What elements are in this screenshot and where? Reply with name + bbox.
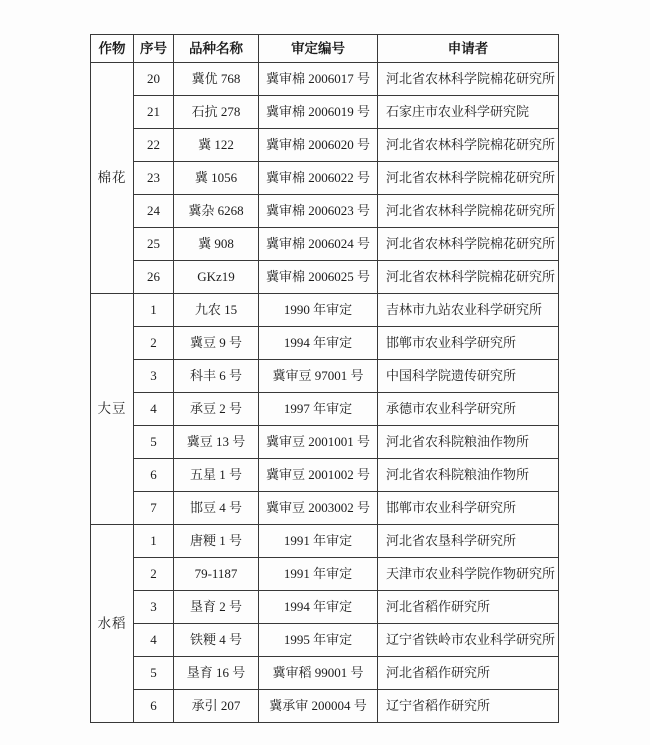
applicant-cell: 邯郸市农业科学研究所 <box>378 492 559 525</box>
seq-cell: 6 <box>134 690 174 723</box>
table-row <box>91 195 559 228</box>
seq-cell: 6 <box>134 459 174 492</box>
applicant-cell: 河北省农林科学院棉花研究所 <box>378 261 559 294</box>
crop-group-cell-cotton: 棉花 <box>91 63 134 294</box>
variety-name-cell: 冀杂 6268 <box>174 195 259 228</box>
approval-code-cell: 冀审豆 2001001 号 <box>259 426 378 459</box>
table-row <box>91 624 559 657</box>
approval-code-cell: 冀审稻 99001 号 <box>259 657 378 690</box>
applicant-cell: 天津市农业科学院作物研究所 <box>378 558 559 591</box>
seq-cell: 3 <box>134 591 174 624</box>
applicant-cell: 河北省农林科学院棉花研究所 <box>378 129 559 162</box>
table-row <box>91 228 559 261</box>
variety-name-cell: 冀 908 <box>174 228 259 261</box>
table-row <box>91 525 559 558</box>
approval-code-cell: 1997 年审定 <box>259 393 378 426</box>
approval-code-cell: 冀审棉 2006020 号 <box>259 129 378 162</box>
approval-code-cell: 冀审棉 2006024 号 <box>259 228 378 261</box>
table-row <box>91 459 559 492</box>
variety-name-cell: 冀豆 9 号 <box>174 327 259 360</box>
variety-name-cell: 唐粳 1 号 <box>174 525 259 558</box>
table-row <box>91 261 559 294</box>
approval-code-cell: 1995 年审定 <box>259 624 378 657</box>
table-row <box>91 393 559 426</box>
seq-cell: 5 <box>134 426 174 459</box>
variety-name-cell: 铁粳 4 号 <box>174 624 259 657</box>
applicant-cell: 河北省稻作研究所 <box>378 657 559 690</box>
table-row <box>91 492 559 525</box>
table-row <box>91 96 559 129</box>
col-header-seq: 序号 <box>134 35 174 63</box>
table-row <box>91 63 559 96</box>
approval-code-cell: 冀审棉 2006023 号 <box>259 195 378 228</box>
applicant-cell: 辽宁省铁岭市农业科学研究所 <box>378 624 559 657</box>
seq-cell: 4 <box>134 393 174 426</box>
approval-code-cell: 冀审棉 2006025 号 <box>259 261 378 294</box>
applicant-cell: 邯郸市农业科学研究所 <box>378 327 559 360</box>
approval-code-cell: 冀审棉 2006017 号 <box>259 63 378 96</box>
applicant-cell: 河北省稻作研究所 <box>378 591 559 624</box>
header-row <box>91 35 559 63</box>
variety-name-cell: 五星 1 号 <box>174 459 259 492</box>
variety-name-cell: 九农 15 <box>174 294 259 327</box>
table-row <box>91 162 559 195</box>
seq-cell: 4 <box>134 624 174 657</box>
applicant-cell: 河北省农科院粮油作物所 <box>378 426 559 459</box>
variety-name-cell: 承引 207 <box>174 690 259 723</box>
seq-cell: 2 <box>134 558 174 591</box>
variety-name-cell: 石抗 278 <box>174 96 259 129</box>
variety-name-cell: 79-1187 <box>174 558 259 591</box>
seq-cell: 2 <box>134 327 174 360</box>
col-header-code: 审定编号 <box>259 35 378 63</box>
table-row <box>91 690 559 723</box>
col-header-variety: 品种名称 <box>174 35 259 63</box>
approval-code-cell: 1990 年审定 <box>259 294 378 327</box>
variety-name-cell: 垦育 16 号 <box>174 657 259 690</box>
table-row <box>91 129 559 162</box>
approval-code-cell: 冀审豆 2003002 号 <box>259 492 378 525</box>
variety-name-cell: 冀 1056 <box>174 162 259 195</box>
table-row <box>91 294 559 327</box>
variety-name-cell: 冀豆 13 号 <box>174 426 259 459</box>
applicant-cell: 河北省农林科学院棉花研究所 <box>378 228 559 261</box>
approval-code-cell: 冀承审 200004 号 <box>259 690 378 723</box>
applicant-cell: 河北省农林科学院棉花研究所 <box>378 63 559 96</box>
crop-group-cell-rice: 水稻 <box>91 525 134 723</box>
variety-name-cell: GKz19 <box>174 261 259 294</box>
table-row <box>91 657 559 690</box>
seq-cell: 26 <box>134 261 174 294</box>
seq-cell: 23 <box>134 162 174 195</box>
table-row <box>91 591 559 624</box>
seq-cell: 24 <box>134 195 174 228</box>
variety-name-cell: 冀 122 <box>174 129 259 162</box>
variety-name-cell: 垦育 2 号 <box>174 591 259 624</box>
applicant-cell: 河北省农科院粮油作物所 <box>378 459 559 492</box>
table-row <box>91 426 559 459</box>
crop-group-cell-soybean: 大豆 <box>91 294 134 525</box>
applicant-cell: 河北省农垦科学研究所 <box>378 525 559 558</box>
applicant-cell: 河北省农林科学院棉花研究所 <box>378 162 559 195</box>
table-row <box>91 360 559 393</box>
variety-name-cell: 科丰 6 号 <box>174 360 259 393</box>
approval-code-cell: 1991 年审定 <box>259 558 378 591</box>
variety-name-cell: 邯豆 4 号 <box>174 492 259 525</box>
seq-cell: 1 <box>134 294 174 327</box>
approval-code-cell: 冀审棉 2006022 号 <box>259 162 378 195</box>
applicant-cell: 中国科学院遗传研究所 <box>378 360 559 393</box>
applicant-cell: 河北省农林科学院棉花研究所 <box>378 195 559 228</box>
seq-cell: 7 <box>134 492 174 525</box>
approval-code-cell: 冀审豆 97001 号 <box>259 360 378 393</box>
approval-code-cell: 冀审棉 2006019 号 <box>259 96 378 129</box>
approval-code-cell: 1991 年审定 <box>259 525 378 558</box>
seq-cell: 25 <box>134 228 174 261</box>
seq-cell: 20 <box>134 63 174 96</box>
applicant-cell: 石家庄市农业科学研究院 <box>378 96 559 129</box>
seq-cell: 3 <box>134 360 174 393</box>
variety-approval-table <box>90 34 559 723</box>
seq-cell: 22 <box>134 129 174 162</box>
applicant-cell: 吉林市九站农业科学研究所 <box>378 294 559 327</box>
approval-code-cell: 冀审豆 2001002 号 <box>259 459 378 492</box>
approval-code-cell: 1994 年审定 <box>259 327 378 360</box>
applicant-cell: 辽宁省稻作研究所 <box>378 690 559 723</box>
variety-name-cell: 承豆 2 号 <box>174 393 259 426</box>
approval-code-cell: 1994 年审定 <box>259 591 378 624</box>
table-row <box>91 327 559 360</box>
seq-cell: 1 <box>134 525 174 558</box>
applicant-cell: 承德市农业科学研究所 <box>378 393 559 426</box>
col-header-crop: 作物 <box>91 35 134 63</box>
seq-cell: 5 <box>134 657 174 690</box>
variety-name-cell: 冀优 768 <box>174 63 259 96</box>
seq-cell: 21 <box>134 96 174 129</box>
table-row <box>91 558 559 591</box>
col-header-applicant: 申请者 <box>378 35 559 63</box>
